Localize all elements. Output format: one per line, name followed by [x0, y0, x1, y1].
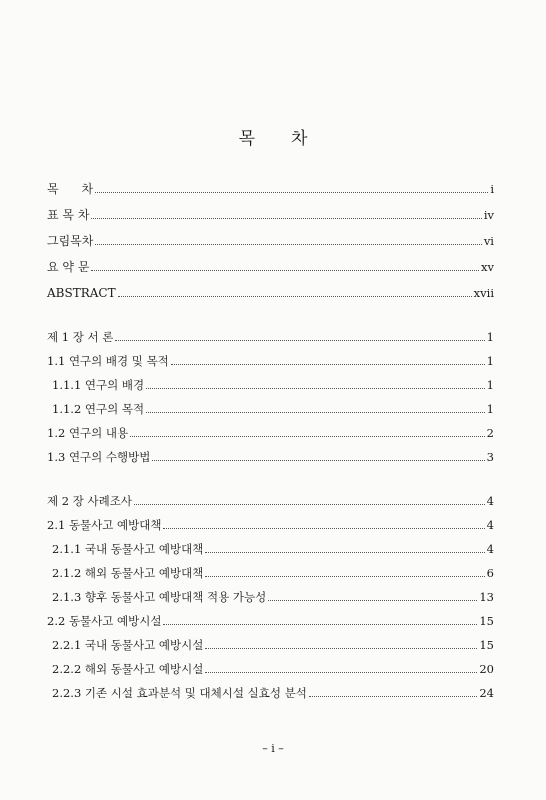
toc-chapter — [0, 490, 546, 508]
toc-entry-page: 20 — [479, 662, 494, 676]
toc-entry-page: 15 — [479, 614, 494, 628]
toc-entry-page: xv — [481, 260, 494, 274]
leader-dots — [95, 191, 488, 193]
leader-dots — [171, 363, 485, 365]
toc-entry — [0, 178, 546, 196]
title-right: 차 — [291, 129, 308, 149]
leader-dots — [205, 647, 477, 649]
toc-entry — [0, 230, 546, 248]
leader-dots — [268, 599, 477, 601]
leader-dots — [309, 695, 478, 697]
toc-subsection — [0, 538, 546, 556]
leader-dots — [91, 269, 479, 271]
toc-entry-page: iv — [483, 208, 494, 222]
toc-entry-page: i — [490, 182, 494, 196]
toc-subsection — [0, 682, 546, 700]
toc-entry-label: 2.1 동물사고 예방대책 — [47, 518, 162, 532]
toc-entry-page: 4 — [486, 494, 494, 508]
toc-entry-page: 4 — [486, 518, 494, 532]
toc-entry-page: 6 — [486, 566, 494, 580]
toc-subsection — [0, 398, 546, 416]
leader-dots — [205, 671, 477, 673]
leader-dots — [205, 551, 484, 553]
toc-section — [0, 514, 546, 532]
toc-entry-label: 1.1 연구의 배경 및 목적 — [47, 354, 169, 368]
toc-entry-label: 목 차 — [47, 182, 94, 196]
toc-entry — [0, 204, 546, 222]
title-left: 목 — [238, 129, 255, 149]
leader-dots — [118, 295, 472, 297]
leader-dots — [163, 527, 484, 529]
leader-dots — [91, 217, 481, 219]
toc-entry-label: 그림목차 — [47, 234, 94, 248]
leader-dots — [115, 339, 484, 341]
page-title — [0, 124, 546, 149]
toc-section — [0, 446, 546, 464]
toc-entry-label: 제 2 장 사례조사 — [47, 494, 132, 508]
toc-section — [0, 350, 546, 368]
toc-subsection — [0, 634, 546, 652]
toc-chapter — [0, 326, 546, 344]
toc-entry-page: 2 — [486, 426, 494, 440]
toc-entry-page: 4 — [486, 542, 494, 556]
toc-entry-label: 2.1.3 향후 동물사고 예방대책 적용 가능성 — [52, 590, 267, 604]
page-number: – i – — [262, 742, 284, 755]
toc-entry-page: 3 — [486, 450, 494, 464]
toc-entry-page: 1 — [486, 378, 494, 392]
toc-entry-label: 2.2.1 국내 동물사고 예방시설 — [52, 638, 204, 652]
leader-dots — [134, 503, 485, 505]
toc-entry — [0, 256, 546, 274]
toc-subsection — [0, 586, 546, 604]
toc-entry — [0, 282, 546, 300]
leader-dots — [146, 411, 485, 413]
toc-entry-label: 1.2 연구의 내용 — [47, 426, 129, 440]
toc-entry-page: 24 — [479, 686, 494, 700]
toc-entry-label: 1.1.1 연구의 배경 — [52, 378, 145, 392]
toc-entry-label: 2.2.3 기존 시설 효과분석 및 대체시설 실효성 분석 — [52, 686, 307, 700]
toc-entry-page: vi — [483, 234, 494, 248]
toc-entry-page: 13 — [479, 590, 494, 604]
leader-dots — [163, 623, 477, 625]
toc-entry-label: 1.1.2 연구의 목적 — [52, 402, 145, 416]
toc-entry-label: 2.1.1 국내 동물사고 예방대책 — [52, 542, 204, 556]
toc-subsection — [0, 562, 546, 580]
toc-entry-page: 1 — [486, 402, 494, 416]
toc-entry-label: 2.2.2 해외 동물사고 예방시설 — [52, 662, 204, 676]
toc-subsection — [0, 658, 546, 676]
toc-entry-page: xvii — [473, 286, 494, 300]
leader-dots — [205, 575, 484, 577]
toc-entry-label: 요 약 문 — [47, 260, 90, 274]
leader-dots — [146, 387, 485, 389]
toc-entry-page: 1 — [486, 354, 494, 368]
toc-subsection — [0, 374, 546, 392]
toc-entry-label: ABSTRACT — [47, 286, 116, 300]
toc-entry-label: 1.3 연구의 수행방법 — [47, 450, 151, 464]
toc-entry-label: 2.2 동물사고 예방시설 — [47, 614, 162, 628]
toc-entry-label: 표 목 차 — [47, 208, 90, 222]
toc-entry-page: 15 — [479, 638, 494, 652]
leader-dots — [152, 459, 484, 461]
toc-entry-label: 2.1.2 해외 동물사고 예방대책 — [52, 566, 204, 580]
leader-dots — [95, 243, 481, 245]
toc-section — [0, 422, 546, 440]
toc-section — [0, 610, 546, 628]
toc-entry-page: 1 — [486, 330, 494, 344]
leader-dots — [130, 435, 485, 437]
toc-entry-label: 제 1 장 서 론 — [47, 330, 114, 344]
